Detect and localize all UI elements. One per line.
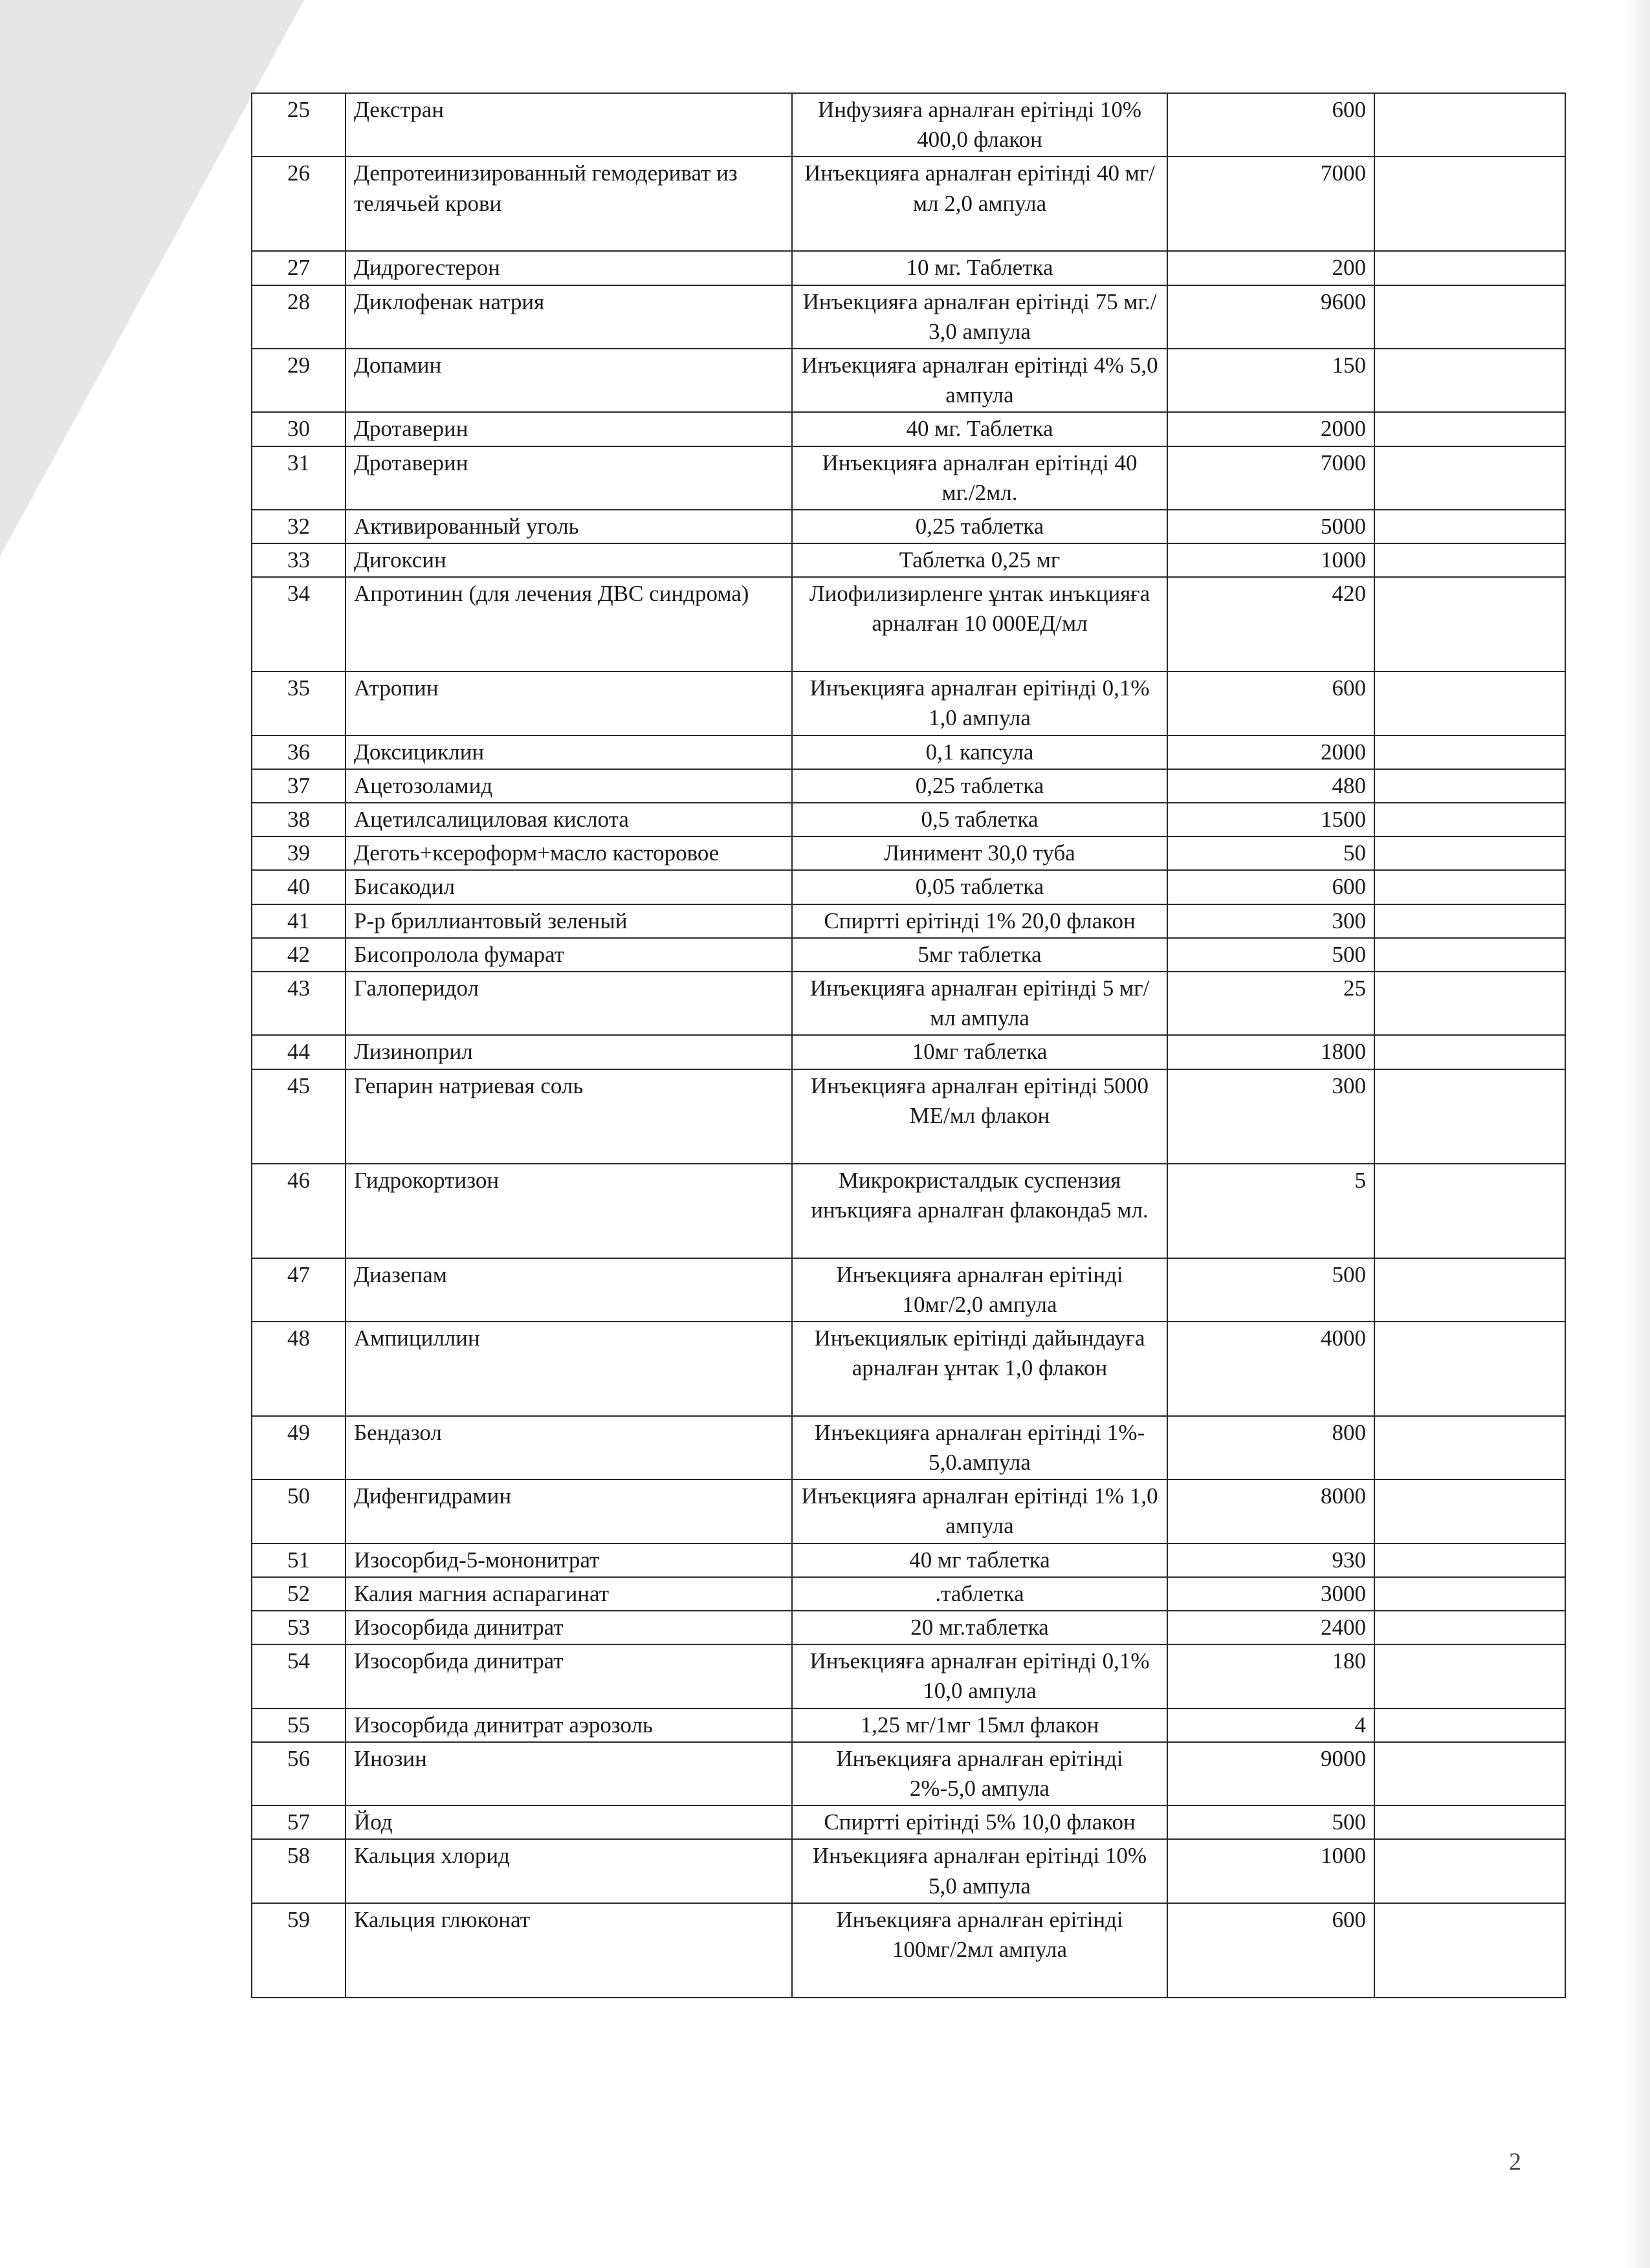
drug-name-cell: Деготь+ксероформ+масло касторовое [346, 836, 792, 870]
drug-name-cell: Инозин [346, 1742, 792, 1805]
quantity-cell: 5000 [1167, 510, 1374, 543]
drug-name-cell: Бисакодил [346, 870, 792, 904]
dosage-form-cell: 20 мг.таблетка [792, 1611, 1167, 1644]
row-number-cell: 36 [252, 736, 346, 769]
drug-name-cell: Бендазол [346, 1416, 792, 1479]
dosage-form-cell: Спиртті ерітінді 5% 10,0 флакон [792, 1805, 1167, 1839]
dosage-form-cell: Инъекцияға арналған ерітінді 75 мг./ 3,0 ампула [792, 285, 1167, 349]
drug-name-cell: Йод [346, 1805, 792, 1839]
dosage-form-cell: Микрокристалдык суспензия инъкцияға арналған флаконда5 мл. [792, 1164, 1167, 1258]
dosage-form-cell: Инъекцияға арналған ерітінді 5000 МЕ/мл флакон [792, 1069, 1167, 1164]
drug-name-cell: Диазепам [346, 1258, 792, 1322]
quantity-cell: 25 [1167, 972, 1374, 1035]
quantity-cell: 300 [1167, 904, 1374, 938]
empty-cell [1374, 972, 1565, 1035]
row-number-cell: 50 [252, 1479, 346, 1543]
dosage-form-cell: 0,25 таблетка [792, 769, 1167, 803]
row-number-cell: 29 [252, 349, 346, 412]
drug-name-cell: Дротаверин [346, 446, 792, 510]
empty-cell [1374, 1258, 1565, 1322]
table-row [252, 972, 1565, 1035]
quantity-cell: 200 [1167, 251, 1374, 285]
row-number-cell: 49 [252, 1416, 346, 1479]
empty-cell [1374, 510, 1565, 543]
table-row [252, 1035, 1565, 1069]
table-row [252, 412, 1565, 446]
table-row [252, 285, 1565, 349]
row-number-cell: 28 [252, 285, 346, 349]
drug-name-cell: Диклофенак натрия [346, 285, 792, 349]
row-number-cell: 34 [252, 577, 346, 671]
quantity-cell: 180 [1167, 1644, 1374, 1708]
drug-name-cell: Ацетозоламид [346, 769, 792, 803]
scan-right-edge-shadow [1624, 0, 1650, 2268]
quantity-cell: 600 [1167, 870, 1374, 904]
dosage-form-cell: Инъекцияға арналған ерітінді 5 мг/мл ампула [792, 972, 1167, 1035]
empty-cell [1374, 803, 1565, 836]
empty-cell [1374, 904, 1565, 938]
row-number-cell: 33 [252, 543, 346, 577]
table-row [252, 1903, 1565, 1998]
dosage-form-cell: Инъекцияға арналған ерітінді 4% 5,0 ампула [792, 349, 1167, 412]
empty-cell [1374, 577, 1565, 671]
table-row [252, 1479, 1565, 1543]
dosage-form-cell: Инъекциялык ерітінді дайындауға арналған ұнтак 1,0 флакон [792, 1322, 1167, 1416]
dosage-form-cell: Инъекцияға арналған ерітінді 40 мг./2мл. [792, 446, 1167, 510]
empty-cell [1374, 1035, 1565, 1069]
drug-name-cell: Гепарин натриевая соль [346, 1069, 792, 1164]
table-row [252, 446, 1565, 510]
row-number-cell: 48 [252, 1322, 346, 1416]
quantity-cell: 7000 [1167, 157, 1374, 251]
table-row [252, 671, 1565, 735]
drug-name-cell: Изосорбида динитрат аэрозоль [346, 1708, 792, 1742]
row-number-cell: 54 [252, 1644, 346, 1708]
row-number-cell: 38 [252, 803, 346, 836]
dosage-form-cell: Инъекцияға арналған ерітінді 1% 1,0 ампула [792, 1479, 1167, 1543]
table-row [252, 1416, 1565, 1479]
drug-name-cell: Изосорбида динитрат [346, 1644, 792, 1708]
medication-table-body [252, 93, 1565, 1998]
empty-cell [1374, 93, 1565, 157]
row-number-cell: 58 [252, 1839, 346, 1903]
drug-name-cell: Гидрокортизон [346, 1164, 792, 1258]
quantity-cell: 1500 [1167, 803, 1374, 836]
quantity-cell: 150 [1167, 349, 1374, 412]
empty-cell [1374, 1543, 1565, 1577]
table-row [252, 93, 1565, 157]
quantity-cell: 2000 [1167, 736, 1374, 769]
quantity-cell: 600 [1167, 1903, 1374, 1998]
table-row [252, 543, 1565, 577]
quantity-cell: 9600 [1167, 285, 1374, 349]
drug-name-cell: Апротинин (для лечения ДВС синдрома) [346, 577, 792, 671]
row-number-cell: 35 [252, 671, 346, 735]
row-number-cell: 55 [252, 1708, 346, 1742]
drug-name-cell: Дифенгидрамин [346, 1479, 792, 1543]
empty-cell [1374, 1742, 1565, 1805]
table-row [252, 736, 1565, 769]
quantity-cell: 300 [1167, 1069, 1374, 1164]
dosage-form-cell: 5мг таблетка [792, 938, 1167, 972]
quantity-cell: 7000 [1167, 446, 1374, 510]
row-number-cell: 51 [252, 1543, 346, 1577]
table-row [252, 1742, 1565, 1805]
quantity-cell: 800 [1167, 1416, 1374, 1479]
row-number-cell: 39 [252, 836, 346, 870]
empty-cell [1374, 1069, 1565, 1164]
table-row [252, 904, 1565, 938]
row-number-cell: 25 [252, 93, 346, 157]
table-row [252, 1708, 1565, 1742]
drug-name-cell: Ацетилсалициловая кислота [346, 803, 792, 836]
empty-cell [1374, 671, 1565, 735]
dosage-form-cell: Таблетка 0,25 мг [792, 543, 1167, 577]
dosage-form-cell: 40 мг таблетка [792, 1543, 1167, 1577]
drug-name-cell: Изосорбид-5-мононитрат [346, 1543, 792, 1577]
quantity-cell: 500 [1167, 1258, 1374, 1322]
dosage-form-cell: Линимент 30,0 туба [792, 836, 1167, 870]
empty-cell [1374, 1479, 1565, 1543]
quantity-cell: 480 [1167, 769, 1374, 803]
empty-cell [1374, 285, 1565, 349]
table-row [252, 577, 1565, 671]
table-row [252, 1805, 1565, 1839]
quantity-cell: 600 [1167, 671, 1374, 735]
drug-name-cell: Галоперидол [346, 972, 792, 1035]
empty-cell [1374, 938, 1565, 972]
row-number-cell: 43 [252, 972, 346, 1035]
empty-cell [1374, 1577, 1565, 1611]
empty-cell [1374, 1839, 1565, 1903]
dosage-form-cell: 10мг таблетка [792, 1035, 1167, 1069]
dosage-form-cell: Инъекцияға арналған ерітінді 2%-5,0 ампула [792, 1742, 1167, 1805]
drug-name-cell: Декстран [346, 93, 792, 157]
drug-name-cell: Р-р бриллиантовый зеленый [346, 904, 792, 938]
dosage-form-cell: Инъекцияға арналған ерітінді 100мг/2мл ампула [792, 1903, 1167, 1998]
dosage-form-cell: Инъекцияға арналған ерітінді 10мг/2,0 ампула [792, 1258, 1167, 1322]
quantity-cell: 5 [1167, 1164, 1374, 1258]
table-row [252, 803, 1565, 836]
table-row [252, 1322, 1565, 1416]
dosage-form-cell: Инъекцияға арналған ерітінді 10% 5,0 ампула [792, 1839, 1167, 1903]
quantity-cell: 2400 [1167, 1611, 1374, 1644]
drug-name-cell: Доксициклин [346, 736, 792, 769]
empty-cell [1374, 1644, 1565, 1708]
empty-cell [1374, 1903, 1565, 1998]
table-row [252, 1577, 1565, 1611]
drug-name-cell: Кальция хлорид [346, 1839, 792, 1903]
table-row [252, 251, 1565, 285]
dosage-form-cell: 10 мг. Таблетка [792, 251, 1167, 285]
table-row [252, 836, 1565, 870]
empty-cell [1374, 412, 1565, 446]
row-number-cell: 41 [252, 904, 346, 938]
row-number-cell: 32 [252, 510, 346, 543]
empty-cell [1374, 769, 1565, 803]
row-number-cell: 56 [252, 1742, 346, 1805]
drug-name-cell: Допамин [346, 349, 792, 412]
empty-cell [1374, 736, 1565, 769]
row-number-cell: 31 [252, 446, 346, 510]
row-number-cell: 45 [252, 1069, 346, 1164]
quantity-cell: 500 [1167, 1805, 1374, 1839]
row-number-cell: 59 [252, 1903, 346, 1998]
table-row [252, 1069, 1565, 1164]
quantity-cell: 50 [1167, 836, 1374, 870]
table-row [252, 1164, 1565, 1258]
quantity-cell: 4000 [1167, 1322, 1374, 1416]
empty-cell [1374, 251, 1565, 285]
row-number-cell: 27 [252, 251, 346, 285]
drug-name-cell: Дигоксин [346, 543, 792, 577]
empty-cell [1374, 1416, 1565, 1479]
row-number-cell: 40 [252, 870, 346, 904]
drug-name-cell: Изосорбида динитрат [346, 1611, 792, 1644]
dosage-form-cell: 40 мг. Таблетка [792, 412, 1167, 446]
quantity-cell: 1000 [1167, 1839, 1374, 1903]
dosage-form-cell: 0,1 капсула [792, 736, 1167, 769]
row-number-cell: 26 [252, 157, 346, 251]
table-row [252, 870, 1565, 904]
quantity-cell: 600 [1167, 93, 1374, 157]
row-number-cell: 30 [252, 412, 346, 446]
empty-cell [1374, 1322, 1565, 1416]
drug-name-cell: Активированный уголь [346, 510, 792, 543]
quantity-cell: 930 [1167, 1543, 1374, 1577]
row-number-cell: 37 [252, 769, 346, 803]
empty-cell [1374, 836, 1565, 870]
dosage-form-cell: Инъекцияға арналған ерітінді 0,1% 1,0 ампула [792, 671, 1167, 735]
quantity-cell: 1800 [1167, 1035, 1374, 1069]
drug-name-cell: Дидрогестерон [346, 251, 792, 285]
table-row [252, 157, 1565, 251]
drug-name-cell: Лизиноприл [346, 1035, 792, 1069]
empty-cell [1374, 1805, 1565, 1839]
dosage-form-cell: 0,25 таблетка [792, 510, 1167, 543]
drug-name-cell: Кальция глюконат [346, 1903, 792, 1998]
table-row [252, 938, 1565, 972]
row-number-cell: 44 [252, 1035, 346, 1069]
table-row [252, 510, 1565, 543]
dosage-form-cell: 1,25 мг/1мг 15мл флакон [792, 1708, 1167, 1742]
quantity-cell: 9000 [1167, 1742, 1374, 1805]
drug-name-cell: Дротаверин [346, 412, 792, 446]
table-row [252, 769, 1565, 803]
table-row [252, 349, 1565, 412]
empty-cell [1374, 349, 1565, 412]
empty-cell [1374, 1611, 1565, 1644]
quantity-cell: 8000 [1167, 1479, 1374, 1543]
empty-cell [1374, 1164, 1565, 1258]
quantity-cell: 1000 [1167, 543, 1374, 577]
dosage-form-cell: 0,05 таблетка [792, 870, 1167, 904]
dosage-form-cell: Инъекцияға арналған ерітінді 40 мг/мл 2,0 ампула [792, 157, 1167, 251]
page-number: 2 [1509, 2148, 1521, 2175]
table-row [252, 1644, 1565, 1708]
empty-cell [1374, 157, 1565, 251]
row-number-cell: 46 [252, 1164, 346, 1258]
dosage-form-cell: Инфузияға арналған ерітінді 10% 400,0 флакон [792, 93, 1167, 157]
quantity-cell: 2000 [1167, 412, 1374, 446]
drug-name-cell: Бисопролола фумарат [346, 938, 792, 972]
row-number-cell: 47 [252, 1258, 346, 1322]
row-number-cell: 42 [252, 938, 346, 972]
dosage-form-cell: .таблетка [792, 1577, 1167, 1611]
empty-cell [1374, 543, 1565, 577]
dosage-form-cell: Инъекцияға арналған ерітінді 1%- 5,0.ампула [792, 1416, 1167, 1479]
quantity-cell: 3000 [1167, 1577, 1374, 1611]
medication-table [251, 93, 1566, 1998]
table-row [252, 1543, 1565, 1577]
row-number-cell: 53 [252, 1611, 346, 1644]
table-row [252, 1839, 1565, 1903]
table-row [252, 1611, 1565, 1644]
drug-name-cell: Ампициллин [346, 1322, 792, 1416]
dosage-form-cell: Лиофилизирленге ұнтак инъкцияға арналған 10 000ЕД/мл [792, 577, 1167, 671]
drug-name-cell: Атропин [346, 671, 792, 735]
drug-name-cell: Калия магния аспарагинат [346, 1577, 792, 1611]
empty-cell [1374, 1708, 1565, 1742]
quantity-cell: 4 [1167, 1708, 1374, 1742]
empty-cell [1374, 870, 1565, 904]
quantity-cell: 420 [1167, 577, 1374, 671]
table-row [252, 1258, 1565, 1322]
quantity-cell: 500 [1167, 938, 1374, 972]
row-number-cell: 57 [252, 1805, 346, 1839]
dosage-form-cell: Спиртті ерітінді 1% 20,0 флакон [792, 904, 1167, 938]
dosage-form-cell: 0,5 таблетка [792, 803, 1167, 836]
dosage-form-cell: Инъекцияға арналған ерітінді 0,1% 10,0 ампула [792, 1644, 1167, 1708]
row-number-cell: 52 [252, 1577, 346, 1611]
drug-name-cell: Депротеинизированный гемодериват из телячьей крови [346, 157, 792, 251]
empty-cell [1374, 446, 1565, 510]
